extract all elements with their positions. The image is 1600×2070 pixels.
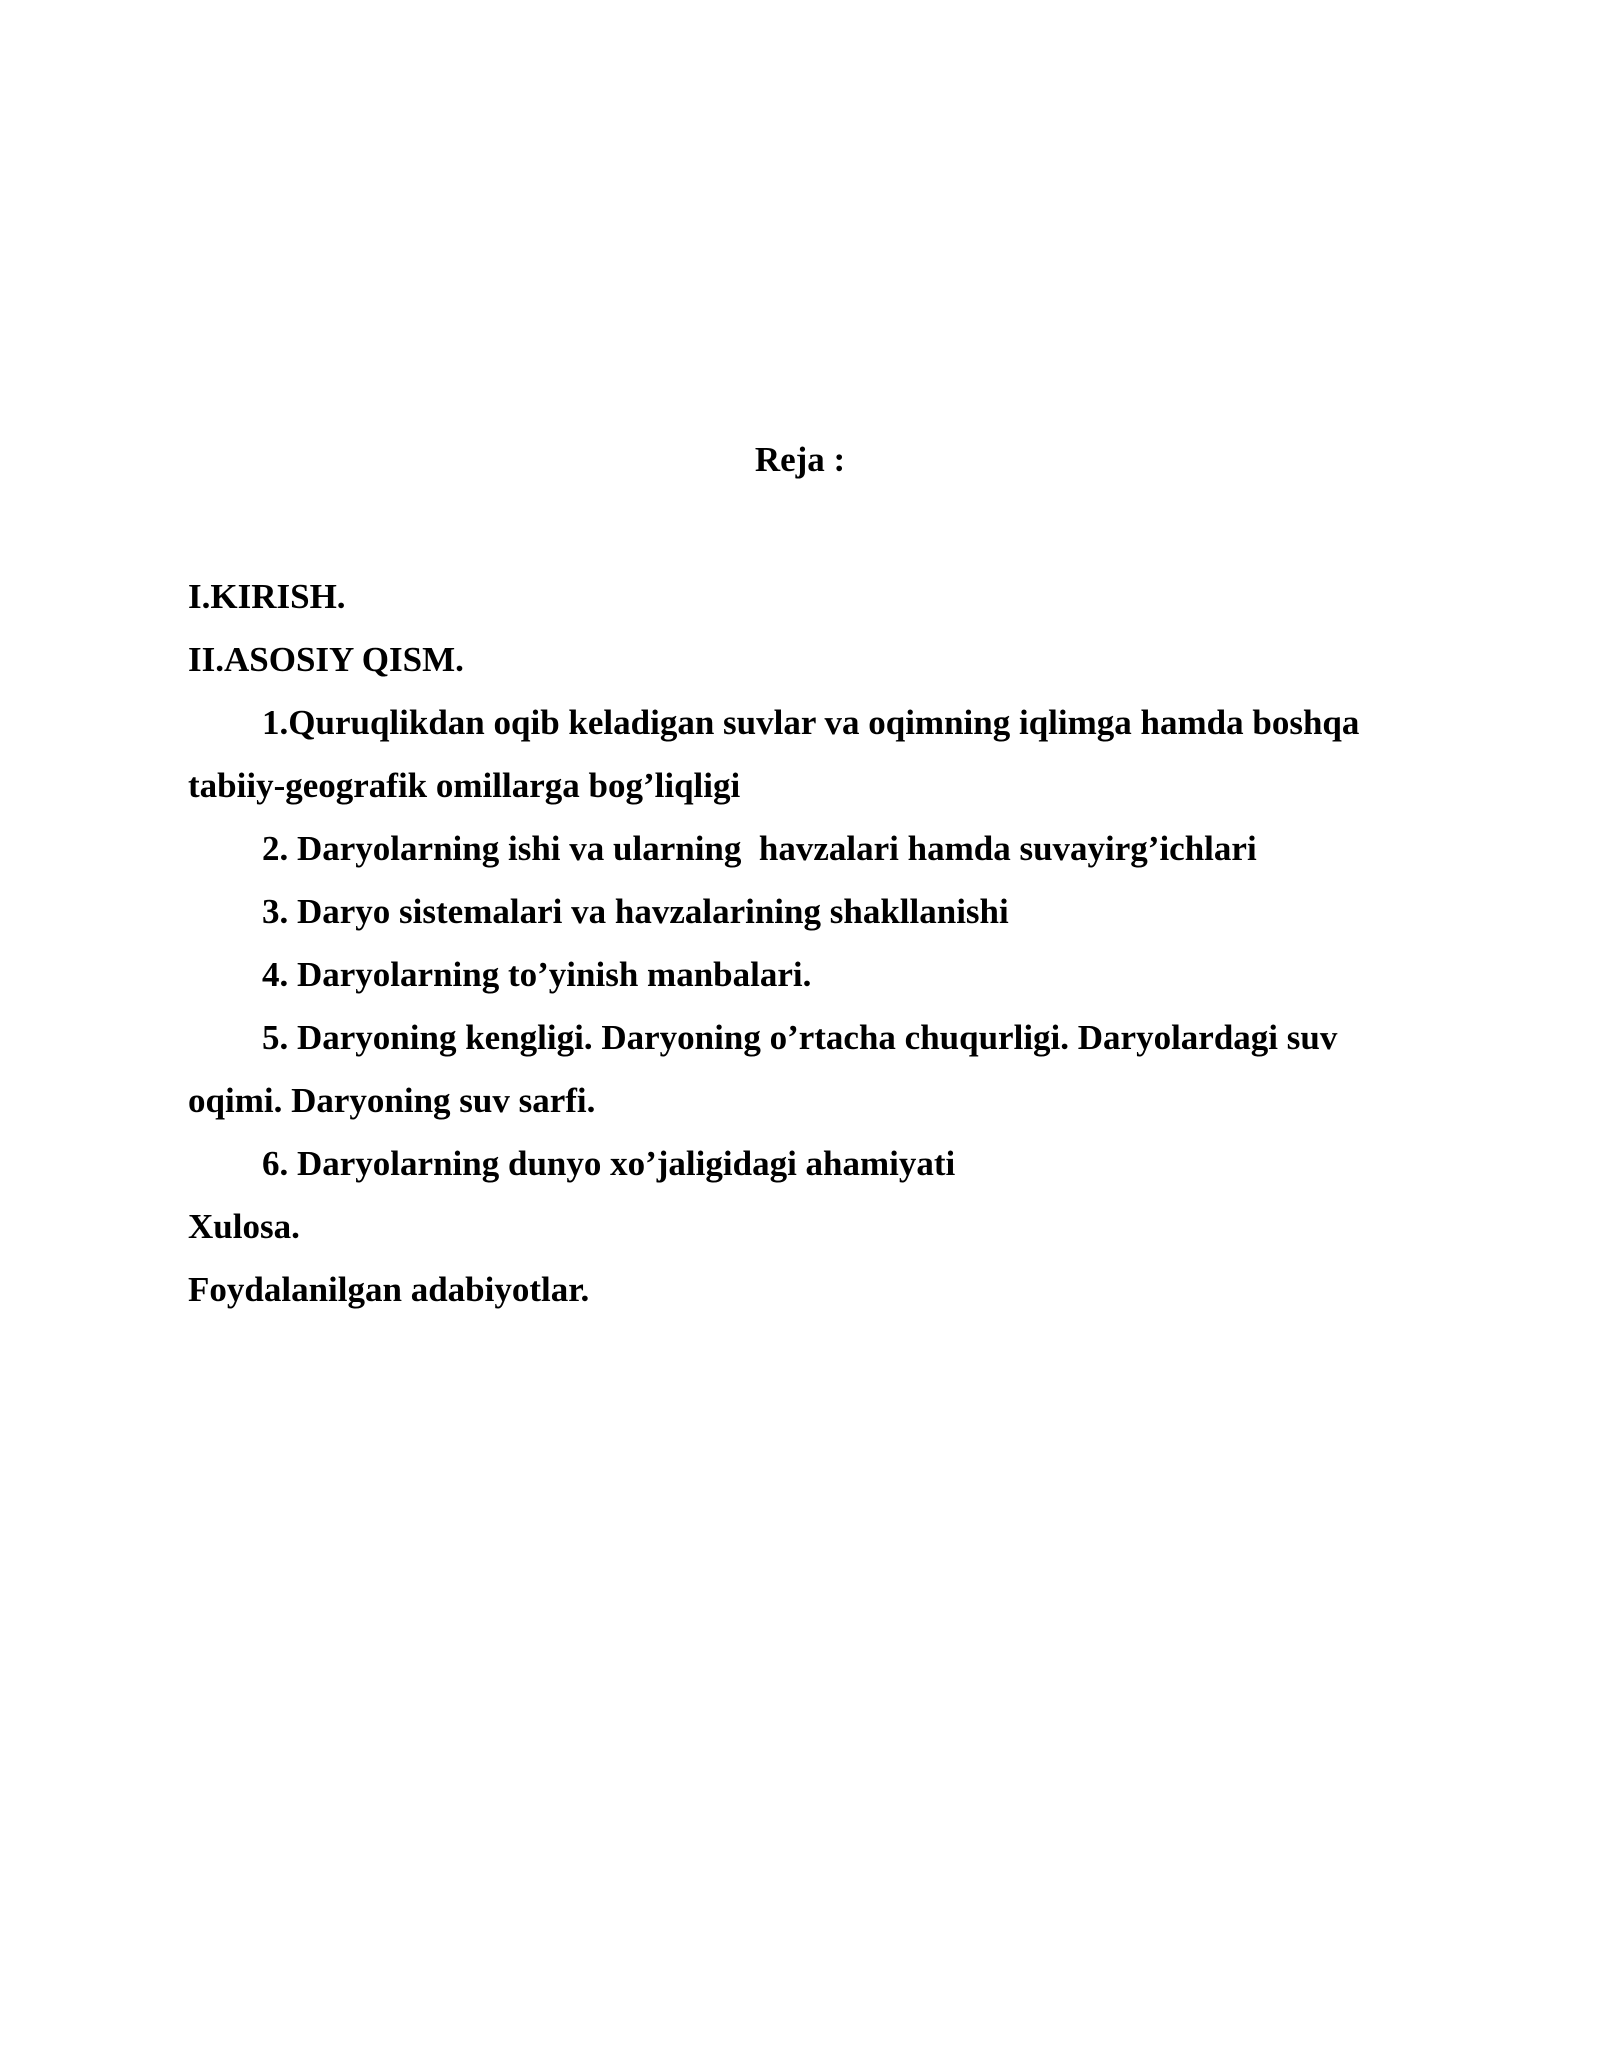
page-title: Reja : (754, 440, 846, 479)
section-heading-conclusion: Xulosa. (188, 1207, 300, 1246)
plan-item-2: 2. Daryolarning ishi va ularning havzalari hamda suvayirg’ichlari (262, 829, 1257, 868)
plan-item-5: 5. Daryoning kengligi. Daryoning o’rtacha chuqurligi. Daryolardagi suv oqimi. Daryoning suv sarfi. (188, 1018, 1338, 1120)
plan-item-3: 3. Daryo sistemalari va havzalarining shakllanishi (262, 892, 1009, 931)
plan-list (188, 565, 1438, 1321)
section-heading-introduction: I.KIRISH. (188, 577, 346, 616)
section-heading-references: Foydalanilgan adabiyotlar. (188, 1270, 590, 1309)
plan-item-1: 1.Quruqlikdan oqib keladigan suvlar va oqimning iqlimga hamda boshqa tabiiy-geografik omillarga bog’liqligi (188, 703, 1360, 805)
section-heading-main-part: II.ASOSIY QISM. (188, 640, 464, 679)
plan-item-4: 4. Daryolarning to’yinish manbalari. (262, 955, 812, 994)
plan-item-6: 6. Daryolarning dunyo xo’jaligidagi ahamiyati (262, 1144, 956, 1183)
